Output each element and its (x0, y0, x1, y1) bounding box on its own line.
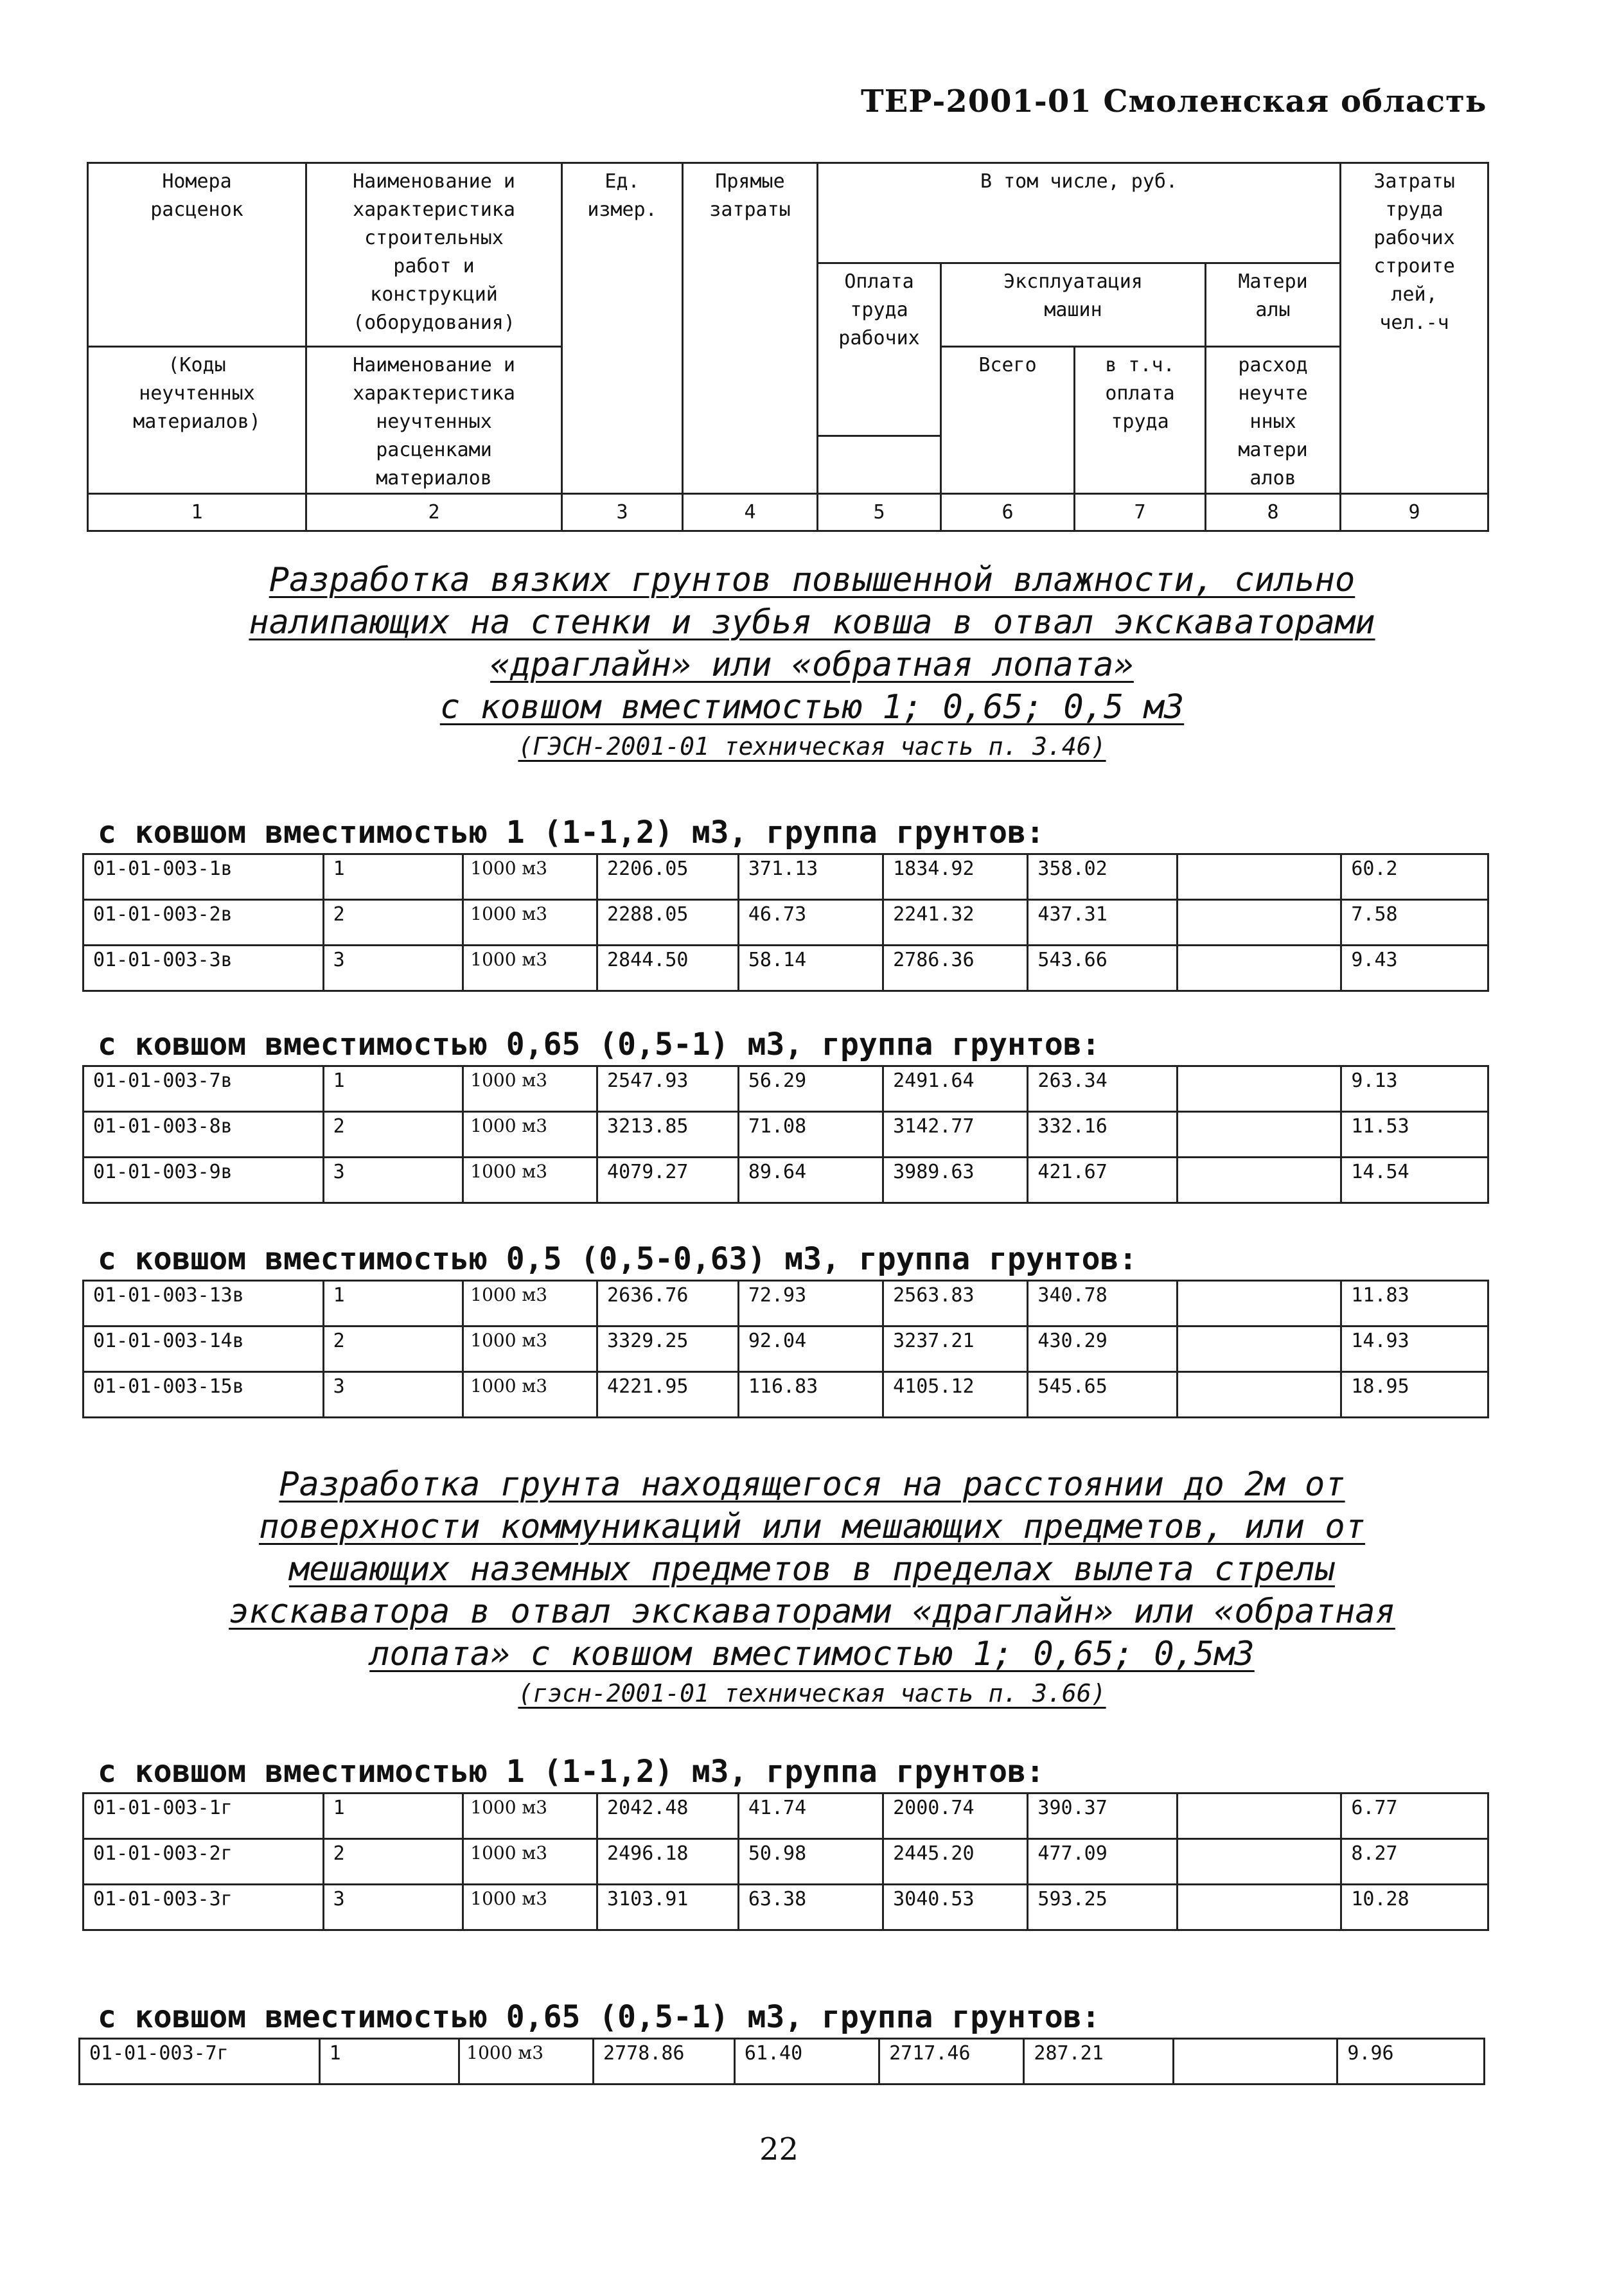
header-machine-labor (1075, 347, 1206, 494)
worker-pay-cell: 371.13 (738, 854, 883, 900)
labor-hours-cell: 60.2 (1341, 854, 1488, 900)
header-material-name (306, 347, 562, 494)
machine-cost-cell: 2241.32 (883, 900, 1028, 946)
group-title: с ковшом вместимостью 0,65 (0,5-1) м3, группа грунтов: (98, 1999, 1100, 2035)
header-unit (562, 163, 683, 494)
materials-cell (1178, 854, 1341, 900)
header-direct-costs (683, 163, 818, 494)
header-labor-costs (1341, 163, 1488, 494)
machine-cost-cell: 2000.74 (883, 1794, 1028, 1839)
unit-cell: 1000 м3 (459, 2039, 594, 2084)
header-line: в т.ч. (1105, 354, 1175, 376)
header-material-consumption (1206, 347, 1341, 494)
worker-pay-cell: 92.04 (738, 1326, 883, 1372)
machine-labor-cell: 421.67 (1028, 1158, 1178, 1203)
item-cell: 1 (323, 1066, 463, 1112)
rate-code-cell: 01-01-003-14в (84, 1326, 324, 1372)
machine-labor-cell: 437.31 (1028, 900, 1178, 946)
header-line: Эксплуатация (1003, 270, 1143, 293)
machine-cost-cell: 2445.20 (883, 1839, 1028, 1885)
machine-cost-cell: 2786.36 (883, 946, 1028, 991)
machine-labor-cell: 332.16 (1028, 1112, 1178, 1158)
table-row (80, 2039, 1485, 2084)
header-line: неучтенных (139, 382, 255, 405)
labor-hours-cell: 9.43 (1341, 946, 1488, 991)
rate-code-cell: 01-01-003-2г (84, 1839, 324, 1885)
rate-code-cell: 01-01-003-3в (84, 946, 324, 991)
header-line: расценок (150, 198, 243, 221)
labor-hours-cell: 10.28 (1341, 1885, 1488, 1930)
unit-cell: 1000 м3 (463, 854, 597, 900)
section-title-line: налипающих на стенки и зубья ковша в отвал экскаваторами (249, 603, 1375, 642)
labor-hours-cell: 14.54 (1341, 1158, 1488, 1203)
table-row (84, 900, 1488, 946)
machine-labor-cell: 263.34 (1028, 1066, 1178, 1112)
section-title-line: экскаватора в отвал экскаваторами «драглайн» или «обратная (229, 1592, 1395, 1631)
table-row (84, 1281, 1488, 1326)
table-row (84, 1158, 1488, 1203)
labor-hours-cell: 9.13 (1341, 1066, 1488, 1112)
machine-labor-cell: 477.09 (1028, 1839, 1178, 1885)
header-worker-pay-cont (818, 436, 941, 493)
header-line: затраты (709, 198, 791, 221)
header-machine-total: Всего (941, 347, 1075, 494)
worker-pay-cell: 50.98 (738, 1839, 883, 1885)
table-row (84, 1794, 1488, 1839)
direct-cost-cell: 2844.50 (597, 946, 739, 991)
direct-cost-cell: 2547.93 (597, 1066, 739, 1112)
machine-cost-cell: 2491.64 (883, 1066, 1028, 1112)
header-line: характеристика (353, 198, 515, 221)
machine-cost-cell: 4105.12 (883, 1372, 1028, 1418)
header-line: (оборудования) (353, 312, 515, 334)
rate-code-cell: 01-01-003-1г (84, 1794, 324, 1839)
unit-cell: 1000 м3 (463, 1885, 597, 1930)
header-line: труда (850, 299, 908, 321)
rate-code-cell: 01-01-003-7г (80, 2039, 320, 2084)
machine-cost-cell: 2563.83 (883, 1281, 1028, 1326)
header-line: расход (1238, 354, 1308, 376)
labor-hours-cell: 8.27 (1341, 1839, 1488, 1885)
header-line: чел.-ч (1379, 312, 1449, 334)
item-cell: 3 (323, 1372, 463, 1418)
rate-code-cell: 01-01-003-1в (84, 854, 324, 900)
header-line: неучтенных (376, 410, 492, 433)
machine-cost-cell: 2717.46 (879, 2039, 1024, 2084)
header-materials (1206, 263, 1341, 347)
unit-cell: 1000 м3 (463, 1372, 597, 1418)
machine-cost-cell: 3237.21 (883, 1326, 1028, 1372)
item-cell: 2 (323, 1112, 463, 1158)
header-number-cell: 7 (1075, 494, 1206, 531)
group-title: с ковшом вместимостью 0,5 (0,5-0,63) м3, группа грунтов: (98, 1241, 1138, 1277)
table-row (84, 1326, 1488, 1372)
worker-pay-cell: 116.83 (738, 1372, 883, 1418)
machine-cost-cell: 3040.53 (883, 1885, 1028, 1930)
rates-table (82, 1792, 1489, 1931)
worker-pay-cell: 72.93 (738, 1281, 883, 1326)
group-title: с ковшом вместимостью 1 (1-1,2) м3, группа грунтов: (98, 815, 1045, 851)
machine-cost-cell: 3142.77 (883, 1112, 1028, 1158)
section-title-line: с ковшом вместимостью 1; 0,65; 0,5 м3 (439, 688, 1185, 727)
rate-code-cell: 01-01-003-2в (84, 900, 324, 946)
worker-pay-cell: 63.38 (738, 1885, 883, 1930)
header-line: характеристика (353, 382, 515, 405)
direct-cost-cell: 3329.25 (597, 1326, 739, 1372)
table-row (84, 1112, 1488, 1158)
materials-cell (1174, 2039, 1337, 2084)
unit-cell: 1000 м3 (463, 1839, 597, 1885)
rate-code-cell: 01-01-003-15в (84, 1372, 324, 1418)
item-cell: 1 (323, 854, 463, 900)
section-title-line: Разработка вязких грунтов повышенной влажности, сильно (269, 561, 1355, 599)
unit-cell: 1000 м3 (463, 900, 597, 946)
header-worker-pay (818, 263, 941, 436)
rate-code-cell: 01-01-003-9в (84, 1158, 324, 1203)
section-title-line: Разработка грунта находящегося на расстоянии до 2м от (279, 1465, 1345, 1504)
machine-cost-cell: 3989.63 (883, 1158, 1028, 1203)
item-cell: 1 (323, 1281, 463, 1326)
item-cell: 3 (323, 1885, 463, 1930)
header-line: труда (1111, 410, 1169, 433)
header-number-row (88, 494, 1488, 531)
header-number-cell: 2 (306, 494, 562, 531)
header-line: машин (1044, 299, 1102, 321)
rate-code-cell: 01-01-003-7в (84, 1066, 324, 1112)
header-number-cell: 5 (818, 494, 941, 531)
header-line: расценками (376, 439, 492, 461)
rate-code-cell: 01-01-003-13в (84, 1281, 324, 1326)
worker-pay-cell: 46.73 (738, 900, 883, 946)
unit-cell: 1000 м3 (463, 1112, 597, 1158)
direct-cost-cell: 2288.05 (597, 900, 739, 946)
direct-cost-cell: 3213.85 (597, 1112, 739, 1158)
direct-cost-cell: 3103.91 (597, 1885, 739, 1930)
unit-cell: 1000 м3 (463, 1794, 597, 1839)
header-number-cell: 3 (562, 494, 683, 531)
section-reference-2: (гэсн-2001-01 техническая часть п. 3.66) (518, 1679, 1106, 1707)
table-row (84, 1885, 1488, 1930)
item-cell: 1 (323, 1794, 463, 1839)
materials-cell (1178, 946, 1341, 991)
labor-hours-cell: 7.58 (1341, 900, 1488, 946)
unit-cell: 1000 м3 (463, 1326, 597, 1372)
section-title-line: лопата» с ковшом вместимостью 1; 0,65; 0,5м3 (369, 1635, 1255, 1673)
page-number: 22 (759, 2131, 799, 2167)
item-cell: 2 (323, 1839, 463, 1885)
direct-cost-cell: 2496.18 (597, 1839, 739, 1885)
machine-labor-cell: 287.21 (1024, 2039, 1174, 2084)
section-title-2 (0, 1463, 1624, 1711)
group-title: с ковшом вместимостью 0,65 (0,5-1) м3, группа грунтов: (98, 1027, 1100, 1062)
machine-labor-cell: 545.65 (1028, 1372, 1178, 1418)
rate-code-cell: 01-01-003-8в (84, 1112, 324, 1158)
table-row (84, 946, 1488, 991)
table-row (84, 1839, 1488, 1885)
worker-pay-cell: 56.29 (738, 1066, 883, 1112)
header-line: Матери (1238, 270, 1308, 293)
header-line: труда (1385, 198, 1443, 221)
table-row (84, 1372, 1488, 1418)
table-row (84, 854, 1488, 900)
unit-cell: 1000 м3 (463, 1066, 597, 1112)
labor-hours-cell: 11.53 (1341, 1112, 1488, 1158)
header-line: Прямые (715, 170, 785, 193)
rates-table (82, 1065, 1489, 1204)
direct-cost-cell: 2636.76 (597, 1281, 739, 1326)
header-line: лей, (1391, 283, 1438, 306)
header-including: В том числе, руб. (818, 163, 1341, 263)
header-line: конструкций (370, 283, 498, 306)
rates-table (82, 1280, 1489, 1418)
header-line: строите (1373, 255, 1455, 278)
header-machine-operation (941, 263, 1206, 347)
labor-hours-cell: 9.96 (1337, 2039, 1485, 2084)
machine-labor-cell: 430.29 (1028, 1326, 1178, 1372)
machine-cost-cell: 1834.92 (883, 854, 1028, 900)
item-cell: 3 (323, 1158, 463, 1203)
header-line: рабочих (1373, 227, 1455, 249)
document-title: ТЕР-2001-01 Смоленская область (861, 84, 1487, 119)
item-cell: 2 (323, 900, 463, 946)
header-line: нных (1249, 410, 1296, 433)
machine-labor-cell: 593.25 (1028, 1885, 1178, 1930)
worker-pay-cell: 41.74 (738, 1794, 883, 1839)
header-line: Оплата (844, 270, 914, 293)
section-title-line: мешающих наземных предметов в пределах вылета стрелы (289, 1550, 1335, 1589)
materials-cell (1178, 1326, 1341, 1372)
group-title: с ковшом вместимостью 1 (1-1,2) м3, группа грунтов: (98, 1754, 1045, 1790)
worker-pay-cell: 89.64 (738, 1158, 883, 1203)
header-work-name (306, 163, 562, 347)
header-line: Номера (162, 170, 232, 193)
machine-labor-cell: 543.66 (1028, 946, 1178, 991)
materials-cell (1178, 1158, 1341, 1203)
worker-pay-cell: 61.40 (734, 2039, 879, 2084)
worker-pay-cell: 58.14 (738, 946, 883, 991)
materials-cell (1178, 1372, 1341, 1418)
header-line: матери (1238, 439, 1308, 461)
section-title-line: поверхности коммуникаций или мешающих предметов, или от (259, 1508, 1365, 1546)
unit-cell: 1000 м3 (463, 1158, 597, 1203)
header-line: алов (1249, 467, 1296, 489)
rates-table (82, 853, 1489, 992)
unit-cell: 1000 м3 (463, 1281, 597, 1326)
machine-labor-cell: 358.02 (1028, 854, 1178, 900)
materials-cell (1178, 900, 1341, 946)
header-line: материалов) (133, 410, 261, 433)
header-line: измер. (587, 198, 657, 221)
header-line: рабочих (838, 327, 920, 349)
materials-cell (1178, 1112, 1341, 1158)
header-number-cell: 9 (1341, 494, 1488, 531)
machine-labor-cell: 390.37 (1028, 1794, 1178, 1839)
header-line: Наименование и (353, 170, 515, 193)
section-reference-1: (ГЭСН-2001-01 техническая часть п. 3.46) (518, 732, 1106, 761)
header-line: работ и (393, 255, 475, 278)
machine-labor-cell: 340.78 (1028, 1281, 1178, 1326)
materials-cell (1178, 1885, 1341, 1930)
rates-table (78, 2038, 1485, 2085)
direct-cost-cell: 2042.48 (597, 1794, 739, 1839)
direct-cost-cell: 2778.86 (594, 2039, 735, 2084)
section-title-1 (0, 559, 1624, 764)
header-line: Ед. (605, 170, 640, 193)
rate-code-cell: 01-01-003-3г (84, 1885, 324, 1930)
header-number-cell: 8 (1206, 494, 1341, 531)
item-cell: 1 (319, 2039, 459, 2084)
labor-hours-cell: 14.93 (1341, 1326, 1488, 1372)
header-material-codes (88, 347, 306, 494)
header-number-cell: 6 (941, 494, 1075, 531)
header-number-cell: 1 (88, 494, 306, 531)
unit-cell: 1000 м3 (463, 946, 597, 991)
materials-cell (1178, 1794, 1341, 1839)
header-rate-numbers (88, 163, 306, 347)
item-cell: 3 (323, 946, 463, 991)
materials-cell (1178, 1839, 1341, 1885)
column-header-table (87, 162, 1489, 532)
header-line: Затраты (1373, 170, 1455, 193)
header-line: строительных (364, 227, 504, 249)
header-line: материалов (376, 467, 492, 489)
header-line: (Коды (168, 354, 226, 376)
direct-cost-cell: 2206.05 (597, 854, 739, 900)
direct-cost-cell: 4221.95 (597, 1372, 739, 1418)
direct-cost-cell: 4079.27 (597, 1158, 739, 1203)
header-number-cell: 4 (683, 494, 818, 531)
header-line: Наименование и (353, 354, 515, 376)
header-line: неучте (1238, 382, 1308, 405)
item-cell: 2 (323, 1326, 463, 1372)
labor-hours-cell: 18.95 (1341, 1372, 1488, 1418)
header-line: оплата (1105, 382, 1175, 405)
materials-cell (1178, 1281, 1341, 1326)
labor-hours-cell: 11.83 (1341, 1281, 1488, 1326)
labor-hours-cell: 6.77 (1341, 1794, 1488, 1839)
materials-cell (1178, 1066, 1341, 1112)
table-row (84, 1066, 1488, 1112)
header-line: алы (1255, 299, 1291, 321)
section-title-line: «драглайн» или «обратная лопата» (490, 646, 1134, 684)
worker-pay-cell: 71.08 (738, 1112, 883, 1158)
